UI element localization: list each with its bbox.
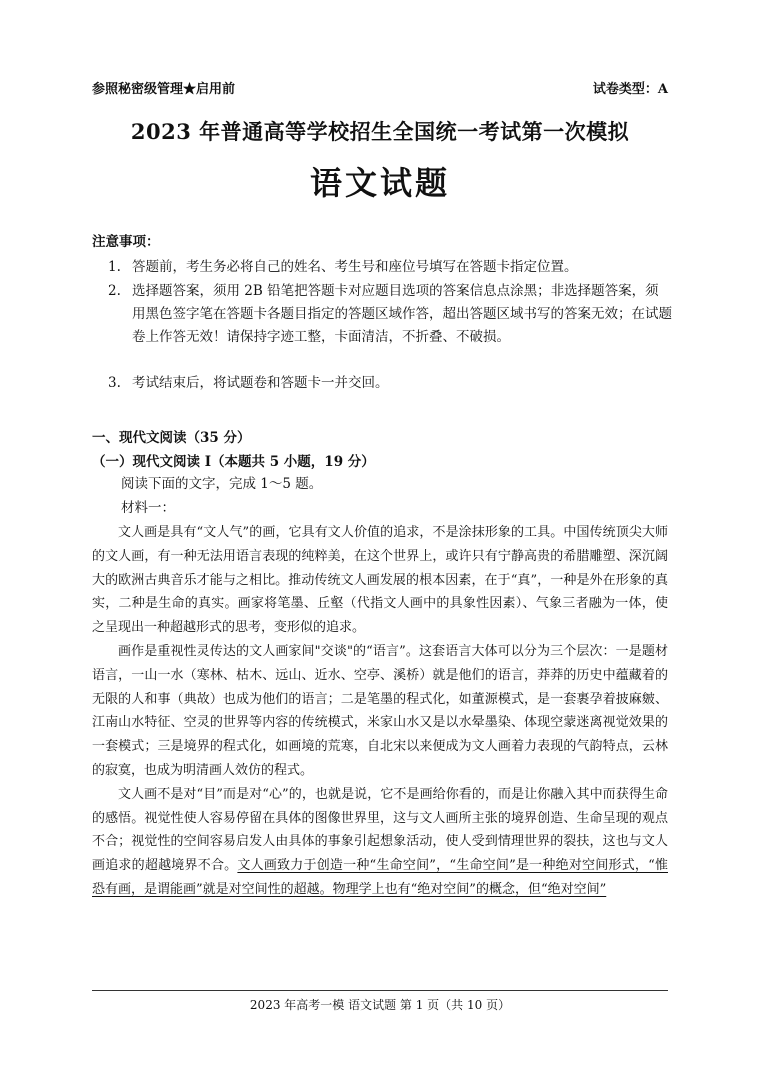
reading-passage <box>92 521 668 902</box>
subject-title: 语文试题 <box>309 164 450 202</box>
notice-item-text: 答题前，考生务必将自己的姓名、考生号和座位号填写在答题卡指定位置。 <box>132 259 578 275</box>
notice-item-text: 选择题答案，须用 2B 铅笔把答题卡对应题目选项的答案信息点涂黑；非选择题答案，须用黑色签字笔在答题卡各题目指定的答题区域作答，超出答题区域书写的答案无效；在试题卷上作答无效！请保持字迹工整，卡面清洁，不折叠、不破损。 <box>132 283 672 345</box>
underlined-text: 文人画致力于创造一种“生命空间”，“生命空间”是一种绝对空间形式，“惟恐有画，是谓能画”就是对空间性的超越。物理学上也有“绝对空间”的概念，但“绝对空间” <box>92 858 668 897</box>
notice-item-number: 3. <box>108 375 121 391</box>
notice-item-number: 2. <box>108 283 121 299</box>
paper-type-label: 试卷类型：A <box>592 82 668 97</box>
paragraph: 文人画是具有“文人气”的画，它具有文人价值的追求，不是涂抹形象的工具。中国传统顶尖大师的文人画，有一种无法用语言表现的纯粹美，在这个世界上，或许只有宁静高贵的希腊雕塑、深沉阔大的欧洲古典音乐才能与之相比。推动传统文人画发展的根本因素，在于“真”，一种是外在形象的真实，二种是生命的真实。画家将笔墨、丘壑（代指文人画中的具象性因素）、气象三者融为一体，使之呈现出一种超越形式的思考，变形似的追求。 <box>92 525 668 636</box>
exam-title: 2023 年普通高等学校招生全国统一考试第一次模拟 <box>130 119 630 144</box>
section-subtitle: （一）现代文阅读 I（本题共 5 小题，19 分） <box>92 454 375 470</box>
material-label: 材料一： <box>121 500 175 516</box>
paragraph: 画作是重视性灵传达的文人画家间"交谈"的“语言”。这套语言大体可以分为三个层次：一是题材语言，一山一水（寒林、枯木、远山、近水、空亭、溪桥）就是他们的语言，莽莽的历史中蕴藏着的无限的人和事（典故）也成为他们的语言；二是笔墨的程式化，如董源模式，是一套裹孕着披麻皴、江南山水特征、空灵的世界等内容的传统模式，米家山水又是以水晕墨染、体现空蒙迷离视觉效果的一套模式；三是境界的程式化，如画境的荒寒，自北宋以来便成为文人画着力表现的气韵特点，云林的寂寞，也成为明清画人效仿的程式。 <box>92 643 668 778</box>
notice-heading: 注意事项： <box>92 234 160 250</box>
notice-item-number: 1. <box>108 259 121 275</box>
confidential-label: 参照秘密级管理★启用前 <box>92 82 236 97</box>
paragraph <box>92 783 668 902</box>
section-title: 一、现代文阅读（35 分） <box>92 430 251 446</box>
paragraph-text: 文人画不是对“目”而是对“心”的，也就是说，它不是画给你看的，而是让你融入其中而获得生命的感悟。视觉性使人容易停留在具体的图像世界里，这与文人画所主张的境界创造、生命呈现的观点不合；视觉性的空间容易启发人由具体的事象引起想象活动，使人受到情理世界的裂扶，这也与文人画追求的超越境界不合。 <box>92 786 668 874</box>
notice-item-text: 考试结束后，将试题卷和答题卡一并交回。 <box>132 375 389 391</box>
page-footer: 2023 年高考一模 语文试题 第 1 页（共 10 页） <box>249 998 511 1012</box>
section-instruction: 阅读下面的文字，完成 1～5 题。 <box>121 476 323 492</box>
footer-divider <box>92 990 668 991</box>
